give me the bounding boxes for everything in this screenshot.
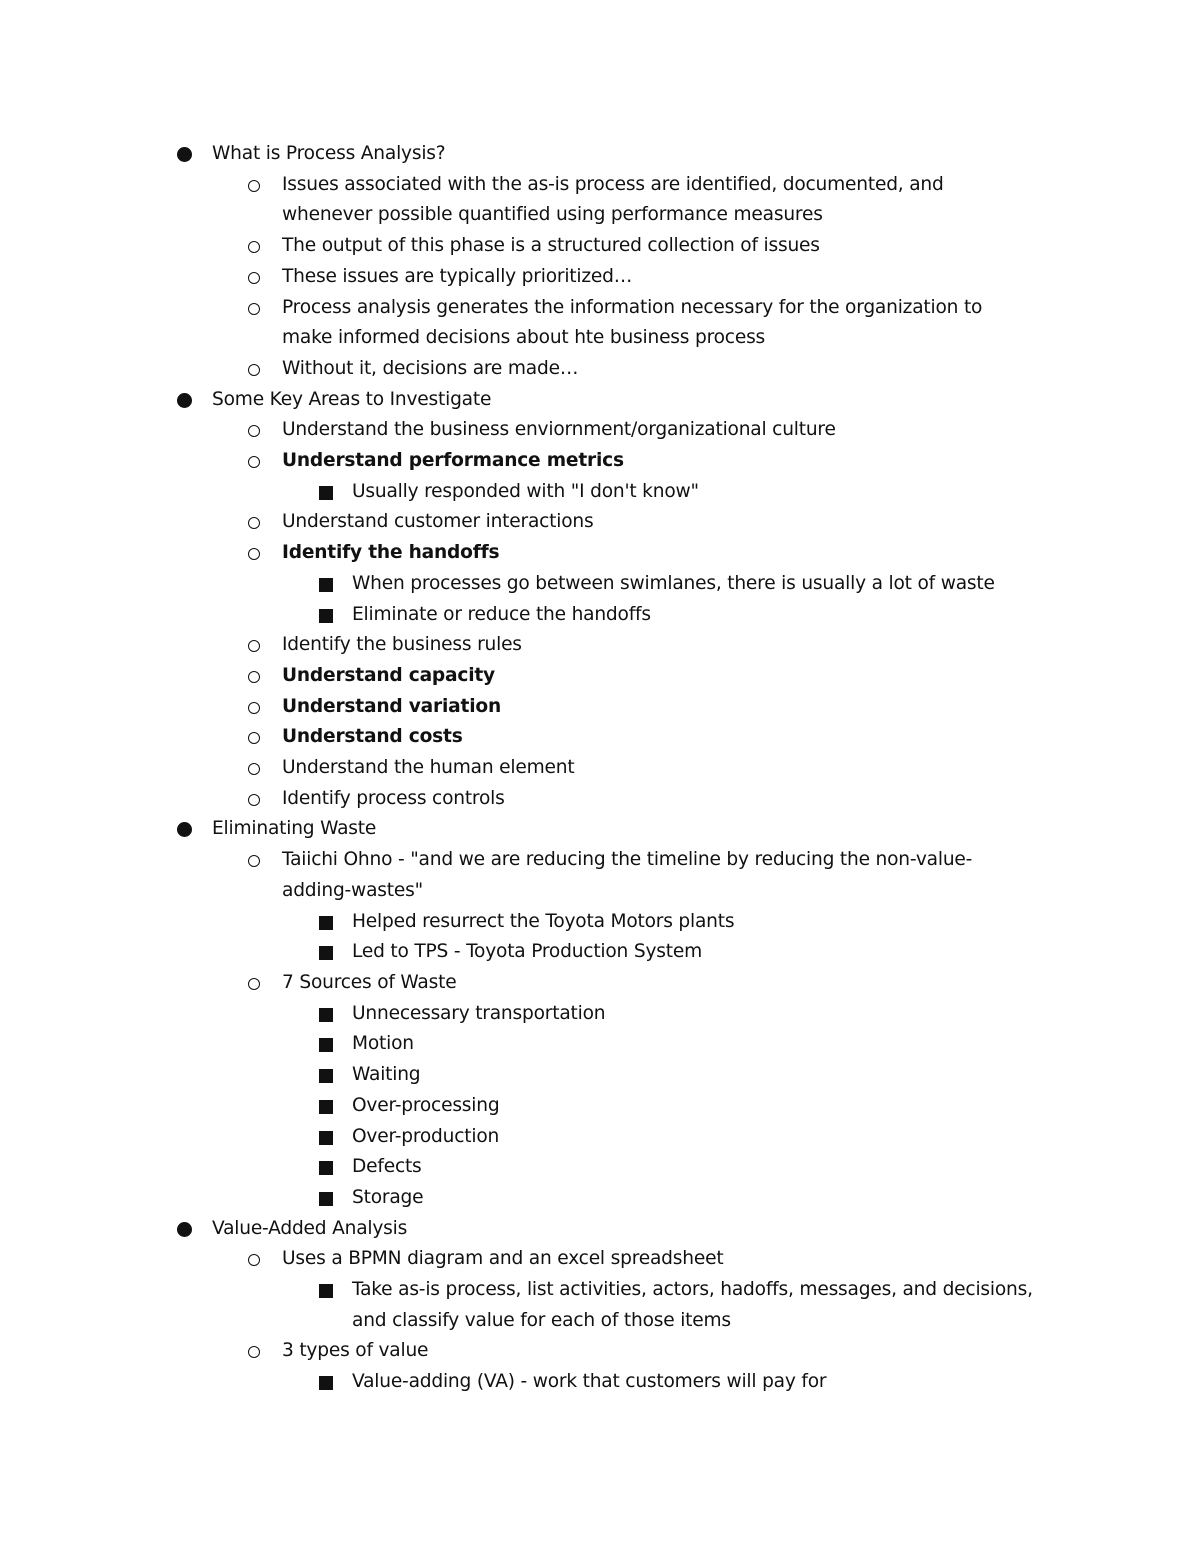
- hollow-circle-bullet-icon: [248, 794, 260, 806]
- list-item: [0, 538, 1200, 569]
- list-item: [0, 262, 1200, 293]
- list-item: [0, 1244, 1200, 1275]
- section-heading: [0, 385, 1200, 416]
- sub-list-item-text: Unnecessary transportation: [352, 1002, 606, 1024]
- square-bullet-icon: [319, 916, 333, 930]
- section-title: Value-Added Analysis: [212, 1217, 408, 1239]
- sub-list-item: [0, 1275, 1200, 1336]
- list-item-text: Identify process controls: [282, 787, 505, 809]
- hollow-circle-bullet-icon: [248, 763, 260, 775]
- list-item-text: Uses a BPMN diagram and an excel spreadsheet: [282, 1248, 724, 1270]
- list-item-text: Understand the human element: [282, 757, 575, 779]
- sub-list-item-text: Defects: [352, 1156, 422, 1178]
- sub-list-item-text: Led to TPS - Toyota Production System: [352, 941, 702, 963]
- list-item-text: 7 Sources of Waste: [282, 971, 457, 993]
- list-item: [0, 415, 1200, 446]
- list-item-text: Identify the handoffs: [282, 542, 500, 564]
- list-item: [0, 753, 1200, 784]
- outline-list: [0, 139, 1200, 1398]
- list-item: [0, 293, 1200, 354]
- square-bullet-icon: [319, 1284, 333, 1298]
- hollow-circle-bullet-icon: [248, 978, 260, 990]
- list-item: [0, 692, 1200, 723]
- section-title: What is Process Analysis?: [212, 143, 446, 164]
- list-item: [0, 507, 1200, 538]
- list-item-text: These issues are typically prioritized…: [282, 265, 633, 287]
- sub-list-item-text: Over-processing: [352, 1094, 500, 1116]
- hollow-circle-bullet-icon: [248, 241, 260, 253]
- section-title: Some Key Areas to Investigate: [212, 388, 492, 410]
- square-bullet-icon: [319, 1100, 333, 1114]
- sub-list-item: [0, 999, 1200, 1030]
- square-bullet-icon: [319, 486, 333, 500]
- list-item-text: 3 types of value: [282, 1340, 429, 1362]
- sub-list-item-text: Waiting: [352, 1064, 421, 1086]
- filled-circle-bullet-icon: [177, 393, 192, 408]
- filled-circle-bullet-icon: [177, 147, 192, 162]
- hollow-circle-bullet-icon: [248, 425, 260, 437]
- section-heading: [0, 1214, 1200, 1245]
- filled-circle-bullet-icon: [177, 822, 192, 837]
- square-bullet-icon: [319, 609, 333, 623]
- sub-list-item: [0, 1367, 1200, 1398]
- list-item: [0, 845, 1200, 906]
- square-bullet-icon: [319, 1069, 333, 1083]
- list-item: [0, 661, 1200, 692]
- list-item-text: Understand the business enviornment/organizational culture: [282, 419, 836, 441]
- list-item: [0, 170, 1200, 231]
- list-item-text: The output of this phase is a structured collection of issues: [282, 235, 820, 257]
- list-item-text: Understand capacity: [282, 664, 495, 686]
- square-bullet-icon: [319, 578, 333, 592]
- sub-list-item-text: Usually responded with "I don't know": [352, 480, 699, 502]
- hollow-circle-bullet-icon: [248, 456, 260, 468]
- square-bullet-icon: [319, 1376, 333, 1390]
- list-item-text: Understand variation: [282, 695, 501, 717]
- list-item-text: Understand costs: [282, 726, 463, 748]
- sub-list-item: [0, 1122, 1200, 1153]
- sub-list-item: [0, 1183, 1200, 1214]
- list-item-text: Without it, decisions are made…: [282, 357, 579, 379]
- sub-list-item-text: Storage: [352, 1186, 424, 1208]
- list-item: [0, 722, 1200, 753]
- square-bullet-icon: [319, 1131, 333, 1145]
- sub-list-item-text: Eliminate or reduce the handoffs: [352, 603, 651, 625]
- square-bullet-icon: [319, 1161, 333, 1175]
- hollow-circle-bullet-icon: [248, 671, 260, 683]
- hollow-circle-bullet-icon: [248, 640, 260, 652]
- list-item-text: Issues associated with the as-is process are identified, documented, and whenever possible quantified using performance measures: [282, 173, 944, 226]
- sub-list-item-text: Over-production: [352, 1125, 500, 1147]
- list-item-text: Understand performance metrics: [282, 450, 624, 472]
- hollow-circle-bullet-icon: [248, 702, 260, 714]
- list-item: [0, 231, 1200, 262]
- list-item-text: Identify the business rules: [282, 634, 522, 656]
- square-bullet-icon: [319, 1192, 333, 1206]
- list-item-text: Taiichi Ohno - "and we are reducing the timeline by reducing the non-value-adding-wastes": [282, 849, 973, 901]
- sub-list-item: [0, 600, 1200, 631]
- hollow-circle-bullet-icon: [248, 1254, 260, 1266]
- sub-list-item-text: When processes go between swimlanes, there is usually a lot of waste: [352, 572, 995, 594]
- hollow-circle-bullet-icon: [248, 272, 260, 284]
- list-item-text: Process analysis generates the information necessary for the organization to make informed decisions about hte business process: [282, 296, 983, 349]
- square-bullet-icon: [319, 1038, 333, 1052]
- square-bullet-icon: [319, 1008, 333, 1022]
- sub-list-item-text: Helped resurrect the Toyota Motors plants: [352, 910, 735, 932]
- list-item: [0, 630, 1200, 661]
- hollow-circle-bullet-icon: [248, 732, 260, 744]
- sub-list-item: [0, 569, 1200, 600]
- document-page: [0, 139, 1200, 1398]
- list-item-text: Understand customer interactions: [282, 511, 594, 533]
- list-item: [0, 354, 1200, 385]
- section-heading: [0, 814, 1200, 845]
- sub-list-item-text: Value-adding (VA) - work that customers will pay for: [352, 1371, 827, 1393]
- hollow-circle-bullet-icon: [248, 364, 260, 376]
- filled-circle-bullet-icon: [177, 1222, 192, 1237]
- sub-list-item-text: Motion: [352, 1033, 414, 1055]
- sub-list-item: [0, 1029, 1200, 1060]
- list-item: [0, 446, 1200, 477]
- hollow-circle-bullet-icon: [248, 548, 260, 560]
- list-item: [0, 1336, 1200, 1367]
- section-title: Eliminating Waste: [212, 818, 377, 840]
- sub-list-item: [0, 1091, 1200, 1122]
- hollow-circle-bullet-icon: [248, 1346, 260, 1358]
- square-bullet-icon: [319, 946, 333, 960]
- section-heading: [0, 139, 1200, 170]
- sub-list-item: [0, 907, 1200, 938]
- list-item: [0, 784, 1200, 815]
- list-item: [0, 968, 1200, 999]
- sub-list-item: [0, 1152, 1200, 1183]
- hollow-circle-bullet-icon: [248, 180, 260, 192]
- sub-list-item: [0, 1060, 1200, 1091]
- hollow-circle-bullet-icon: [248, 517, 260, 529]
- sub-list-item-text: Take as-is process, list activities, actors, hadoffs, messages, and decisions, and classify value for each of those items: [352, 1279, 1033, 1331]
- hollow-circle-bullet-icon: [248, 303, 260, 315]
- hollow-circle-bullet-icon: [248, 855, 260, 867]
- sub-list-item: [0, 477, 1200, 508]
- sub-list-item: [0, 937, 1200, 968]
